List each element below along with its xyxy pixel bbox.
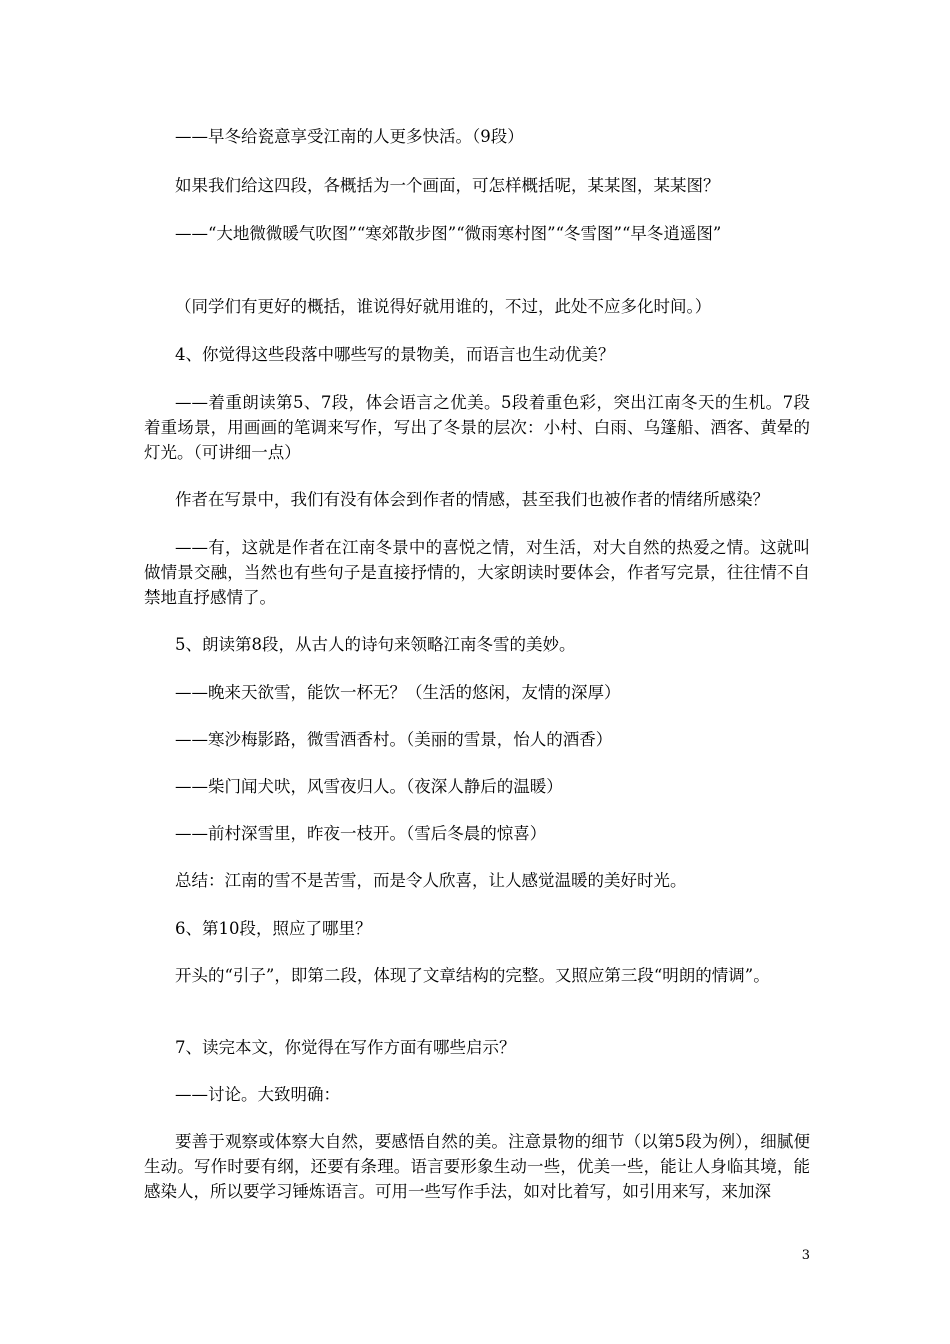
paragraph: 7、读完本文，你觉得在写作方面有哪些启示？: [175, 1038, 516, 1057]
paragraph: ——着重朗读第5、7段，体会语言之优美。5段着重色彩，突出江南冬天的生机。7段着重场景，用画画的笔调来写作，写出了冬景的层次：小村、白雨、乌篷船、酒客、黄晕的灯光。（可讲细一点）: [144, 393, 810, 462]
paragraph: ——早冬给瓷意享受江南的人更多快活。（9段）: [175, 127, 524, 146]
paragraph: 要善于观察或体察大自然，要感悟自然的美。注意景物的细节（以第5段为例），细腻便生动。写作时要有纲，还要有条理。语言要形象生动一些，优美一些，能让人身临其境，能感染人，所以要学习锤炼语言。可用一些写作手法，如对比着写，如引用来写，来加深: [144, 1132, 810, 1201]
paragraph: 6、第10段，照应了哪里？: [175, 919, 372, 938]
paragraph: 总结：江南的雪不是苦雪，而是令人欣喜，让人感觉温暖的美好时光。: [175, 871, 687, 890]
paragraph: ——柴门闻犬吠，风雪夜归人。（夜深人静后的温暖）: [175, 777, 563, 796]
page-number: 3: [801, 1248, 810, 1263]
paragraph: 作者在写景中，我们有没有体会到作者的情感，甚至我们也被作者的情绪所感染？: [175, 490, 769, 509]
paragraph: ——前村深雪里，昨夜一枝开。（雪后冬晨的惊喜）: [175, 824, 547, 843]
paragraph: ——有，这就是作者在江南冬景中的喜悦之情，对生活，对大自然的热爱之情。这就叫做情景交融，当然也有些句子是直接抒情的，大家朗读时要体会，作者写完景，往往情不自禁地直抒感情了。: [144, 538, 810, 607]
paragraph: 开头的“引子”，即第二段，体现了文章结构的完整。又照应第三段“明朗的情调”。: [175, 966, 770, 985]
paragraph: ——讨论。大致明确：: [175, 1085, 340, 1104]
paragraph: ——“大地微微暖气吹图”“寒郊散步图”“微雨寒村图”“冬雪图”“早冬逍遥图”: [175, 224, 722, 243]
paragraph: ——晚来天欲雪，能饮一杯无？（生活的悠闲，友情的深厚）: [175, 683, 621, 702]
paragraph: 5、朗读第8段，从古人的诗句来领略江南冬雪的美妙。: [175, 635, 576, 654]
paragraph: ——寒沙梅影路，微雪酒香村。（美丽的雪景，怡人的酒香）: [175, 730, 613, 749]
paragraph: （同学们有更好的概括，谁说得好就用谁的，不过，此处不应多化时间。）: [175, 297, 712, 316]
paragraph: 4、你觉得这些段落中哪些写的景物美，而语言也生动优美？: [175, 345, 615, 364]
paragraph: 如果我们给这四段，各概括为一个画面，可怎样概括呢，某某图，某某图？: [175, 176, 720, 195]
